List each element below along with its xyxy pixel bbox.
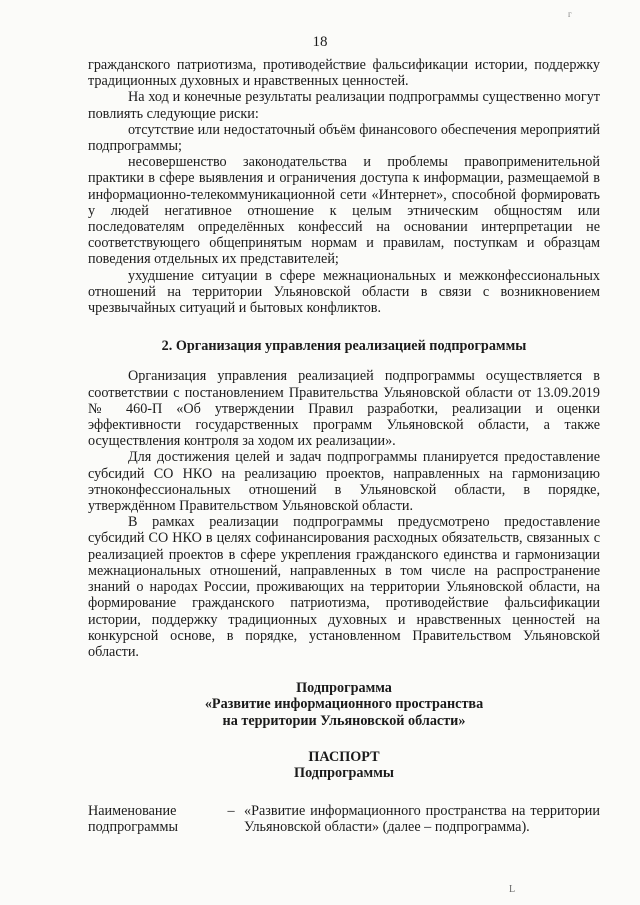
passport-title: ПАСПОРТ (308, 748, 380, 765)
passport-subtitle: Подпрограммы (294, 764, 394, 781)
paragraph-risk-2: несовершенство законодательства и проблемы правоприменительной практики в сфере выявления и ограничения доступа к информации, размещаемой в информационно-телекоммуникационной сети «Интернет», способной формировать у людей негативное отношение к целым этническим общностям или последователям определённых конфессий на основании интерпретации не соответствующего общепринятым нормам и правилам, поступкам и образцам поведения отдельных их представителей; (88, 154, 600, 268)
paragraph-risks-intro: На ход и конечные результаты реализации подпрограммы существенно могут повлиять следующие риски: (88, 89, 600, 122)
section-2-paragraph-2: Для достижения целей и задач подпрограммы планируется предоставление субсидий СО НКО на реализацию проектов, направленных на гармонизацию этноконфессиональных отношений в Ульяновской области, в порядке, утверждённом Правительством Ульяновской области. (88, 449, 600, 515)
paragraph-continuation: гражданского патриотизма, противодействие фальсификации истории, поддержку традиционных духовных и нравственных ценностей. (88, 57, 600, 90)
passport-row-label: Наименование подпрограммы (88, 803, 178, 836)
scan-corner-mark: г (568, 9, 572, 19)
section-2-heading: 2. Организация управления реализацией подпрограммы (161, 338, 527, 355)
subprogram-title-line-2: «Развитие информационного пространства (204, 696, 484, 713)
paragraph-risk-1: отсутствие или недостаточный объём финансового обеспечения мероприятий подпрограммы; (88, 121, 600, 155)
page-number: 18 (312, 34, 328, 50)
passport-row-dash: – (227, 803, 235, 820)
passport-row-value: «Развитие информационного пространства на территории Ульяновской области» (далее – подпрограмма). (244, 803, 600, 836)
passport-row-name (88, 803, 600, 835)
passport-title-block (88, 749, 600, 781)
subprogram-title-line-1: Подпрограмма (296, 680, 392, 697)
scan-bottom-mark: L (509, 884, 516, 895)
subprogram-title-block (88, 680, 600, 729)
paragraph-risk-3: ухудшение ситуации в сфере межнациональных и межконфессиональных отношений на территории Ульяновской области в связи с возникновением чрезвычайных ситуаций и бытовых конфликтов. (88, 267, 600, 317)
subprogram-title-line-3: на территории Ульяновской области» (222, 712, 466, 729)
section-2-paragraph-3: В рамках реализации подпрограммы предусмотрено предоставление субсидий СО НКО в целях софинансирования расходных обязательств, связанных с реализацией проектов в сфере укрепления гражданского единства и гармонизации межнациональных отношений, направленных в том числе на распространение знаний о народах России, проживающих на территории Ульяновской области, на формирование гражданского патриотизма, противодействие фальсификации истории, поддержку традиционных духовных и нравственных ценностей на конкурсной основе, в порядке, установленном Правительством Ульяновской области. (88, 514, 600, 660)
section-2-paragraph-1: Организация управления реализацией подпрограммы осуществляется в соответствии с постановлением Правительства Ульяновской области от 13.09.2019 № 460-П «Об утверждении Правил разработки, реализации и оценки эффективности государственных программ Ульяновской области, а также осуществления контроля за ходом их реализации». (88, 368, 600, 450)
document-body (88, 57, 600, 836)
